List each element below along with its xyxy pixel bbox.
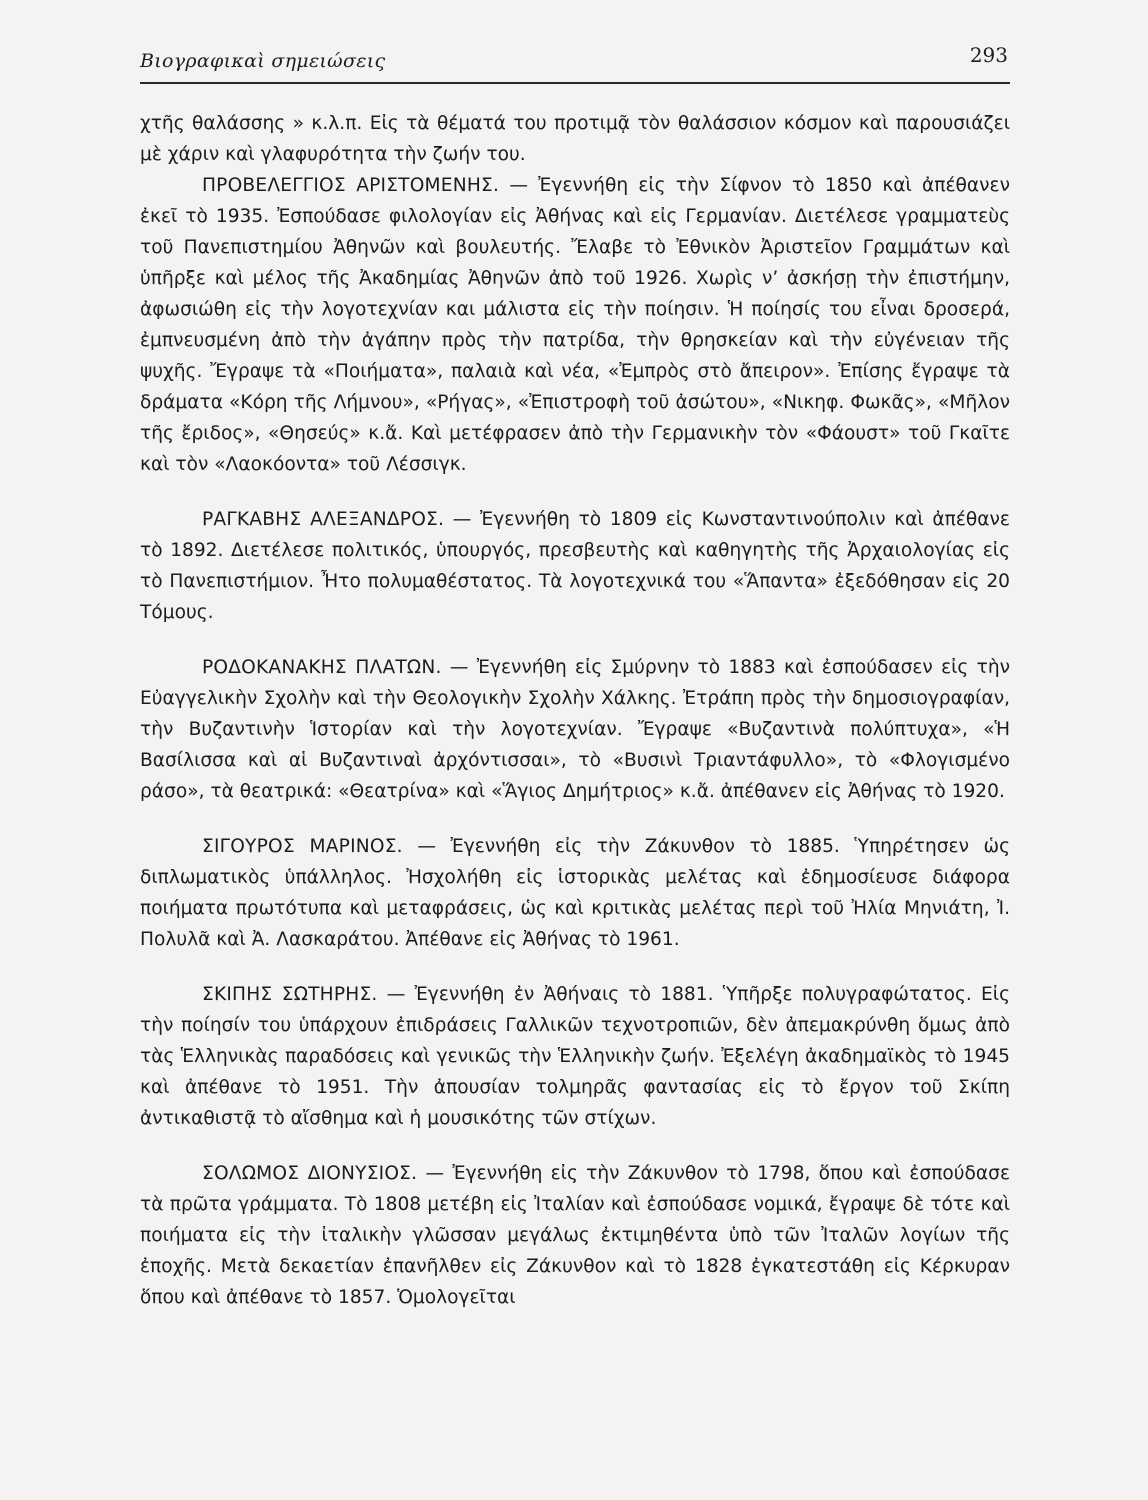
header-rule xyxy=(140,82,1010,84)
entry-name: ΡΑΓΚΑΒΗΣ ΑΛΕΞΑΝΔΡΟΣ. xyxy=(202,509,445,530)
page-header xyxy=(140,40,1008,84)
biography-entry xyxy=(140,504,1010,628)
entry-text: — Ἐγεννήθη ἐν Ἀθήναις τὸ 1881. Ὑπῆρξε πολυγραφώτατος. Εἰς τὴν ποίησίν του ὑπάρχουν ἐπιδράσεις Γαλλικῶν τεχνοτροπιῶν, δὲν ἀπεμακρύνθη ὅμως ἀπὸ τὰς Ἑλληνικὰς παραδόσεις καὶ γενικῶς τὴν Ἑλληνικὴν ζωήν. Ἐξελέγη ἀκαδημαϊκὸς τὸ 1945 καὶ ἀπέθανε τὸ 1951. Τὴν ἀπουσίαν τολμηρᾶς φαντασίας εἰς τὸ ἔργον τοῦ Σκίπη ἀντικαθιστᾷ τὸ αἴσθημα καὶ ἡ μουσικότης τῶν στίχων. xyxy=(140,984,1010,1129)
biography-entry xyxy=(140,979,1010,1134)
entry-text: — Ἐγεννήθη εἰς τὴν Σίφνον τὸ 1850 καὶ ἀπέθανεν ἐκεῖ τὸ 1935. Ἐσπούδασε φιλολογίαν εἰς Ἀθήνας καὶ εἰς Γερμανίαν. Διετέλεσε γραμματεὺς τοῦ Πανεπιστημίου Ἀθηνῶν καὶ βουλευτής. Ἔλαβε τὸ Ἐθνικὸν Ἀριστεῖον Γραμμάτων καὶ ὑπῆρξε καὶ μέλος τῆς Ἀκαδημίας Ἀθηνῶν ἀπὸ τοῦ 1926. Χωρὶς ν’ ἀσκήσῃ τὴν ἐπιστήμην, ἀφωσιώθη εἰς τὴν λογοτεχνίαν και μάλιστα εἰς τὴν ποίησιν. Ἡ ποίησίς του εἶναι δροσερά, ἐμπνευσμένη ἀπὸ τὴν ἀγάπην πρὸς τὴν πατρίδα, τὴν θρησκείαν καὶ τὴν εὐγένειαν τῆς ψυχῆς. Ἔγραψε τὰ «Ποιήματα», παλαιὰ καὶ νέα, «Ἐμπρὸς στὸ ἄπειρον». Ἐπίσης ἔγραψε τὰ δράματα «Κόρη τῆς Λήμνου», «Ρήγας», «Ἐπιστροφὴ τοῦ ἀσώτου», «Νικηφ. Φωκᾶς», «Μῆλον τῆς ἔριδος», «Θησεύς» κ.ἄ. Καὶ μετέφρασεν ἀπὸ τὴν Γερμανικὴν τὸν «Φάουστ» τοῦ Γκαῖτε καὶ τὸν «Λαοκόοντα» τοῦ Λέσσιγκ. xyxy=(140,175,1010,475)
page-number: 293 xyxy=(969,43,1008,67)
biography-entry xyxy=(140,170,1010,480)
biography-entry xyxy=(140,1158,1010,1313)
page-body xyxy=(140,108,1010,1313)
biography-entry xyxy=(140,831,1010,955)
entry-text: — Ἐγεννήθη εἰς Σμύρνην τὸ 1883 καὶ ἐσπούδασεν εἰς τὴν Εὐαγγελικὴν Σχολὴν καὶ τὴν Θεολογικὴν Σχολὴν Χάλκης. Ἐτράπη πρὸς τὴν δημοσιογραφίαν, τὴν Βυζαντινὴν Ἱστορίαν καὶ τὴν λογοτεχνίαν. Ἔγραψε «Βυζαντινὰ πολύπτυχα», «Ἡ Βασίλισσα καὶ αἱ Βυζαντιναὶ ἀρχόντισσαι», τὸ «Βυσινὶ Τριαντάφυλλο», τὸ «Φλογισμένο ράσο», τὰ θεατρικά: «Θεατρίνα» καὶ «Ἅγιος Δημήτριος» κ.ἄ. ἀπέθανεν εἰς Ἀθήνας τὸ 1920. xyxy=(140,657,1010,802)
entry-name: ΣΟΛΩΜΟΣ ΔΙΟΝΥΣΙΟΣ. xyxy=(202,1163,418,1184)
entry-text: — Ἐγεννήθη εἰς τὴν Ζάκυνθον τὸ 1798, ὅπου καὶ ἐσπούδασε τὰ πρῶτα γράμματα. Τὸ 1808 μετέβη εἰς Ἰταλίαν καὶ ἐσπούδασε νομικά, ἔγραψε δὲ τότε καὶ ποιήματα εἰς τὴν ἰταλικὴν γλῶσσαν μεγάλως ἐκτιμηθέντα ὑπὸ τῶν Ἰταλῶν λογίων τῆς ἐποχῆς. Μετὰ δεκαετίαν ἐπανῆλθεν εἰς Ζάκυνθον καὶ τὸ 1828 ἐγκατεστάθη εἰς Κέρκυραν ὅπου καὶ ἀπέθανε τὸ 1857. Ὁμολογεῖται xyxy=(140,1163,1010,1308)
continuation-paragraph: χτῆς θαλάσσης » κ.λ.π. Εἰς τὰ θέματά του προτιμᾷ τὸν θαλάσσιον κόσμον καὶ παρουσιάζει μὲ χάριν καὶ γλαφυρότητα τὴν ζωήν του. xyxy=(140,113,1010,165)
entry-name: ΠΡΟΒΕΛΕΓΓΙΟΣ ΑΡΙΣΤΟΜΕΝΗΣ. xyxy=(202,175,500,196)
entry-name: ΡΟΔΟΚΑΝΑΚΗΣ ΠΛΑΤΩΝ. xyxy=(202,657,442,678)
entry-text: — Ἐγεννήθη εἰς τὴν Ζάκυνθον τὸ 1885. Ὑπηρέτησεν ὡς διπλωματικὸς ὑπάλληλος. Ἠσχολήθη εἰς ἱστορικὰς μελέτας καὶ ἐδημοσίευσε διάφορα ποιήματα πρωτότυπα καὶ μεταφράσεις, ὡς καὶ κριτικὰς μελέτας περὶ τοῦ Ἠλία Μηνιάτη, Ἰ. Πολυλᾶ καὶ Ἀ. Λασκαράτου. Ἀπέθανε εἰς Ἀθήνας τὸ 1961. xyxy=(140,836,1010,950)
entry-name: ΣΚΙΠΗΣ ΣΩΤΗΡΗΣ. xyxy=(202,984,378,1005)
entry-name: ΣΙΓΟΥΡΟΣ ΜΑΡΙΝΟΣ. xyxy=(202,836,403,857)
biography-entry xyxy=(140,652,1010,807)
entry-text: — Ἐγεννήθη τὸ 1809 εἰς Κωνσταντινούπολιν καὶ ἀπέθανε τὸ 1892. Διετέλεσε πολιτικός, ὑπουργός, πρεσβευτὴς καὶ καθηγητὴς τῆς Ἀρχαιολογίας εἰς τὸ Πανεπιστήμιον. Ἦτο πολυμαθέστατος. Τὰ λογοτεχνικά του «Ἅπαντα» ἐξεδόθησαν εἰς 20 Τόμους. xyxy=(140,509,1010,623)
running-head-title: Βιογραφικαὶ σημειώσεις xyxy=(140,50,386,72)
